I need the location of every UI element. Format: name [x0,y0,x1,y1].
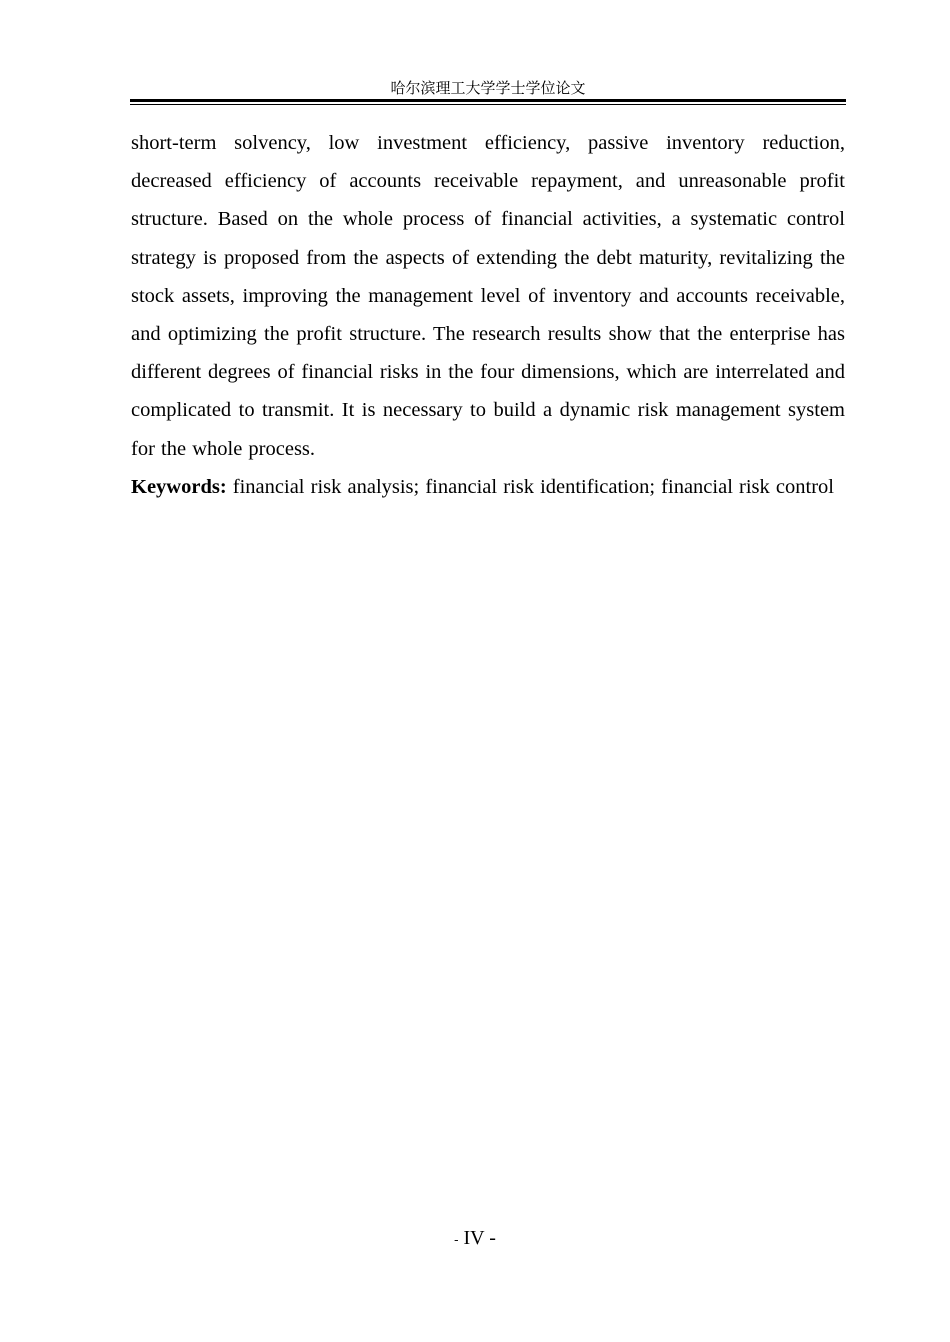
header-rule-thick [130,99,846,102]
page-number-dash-left: - [454,1231,459,1247]
header-rule-thin [130,104,846,105]
keywords-label: Keywords: [131,475,227,498]
keywords-paragraph [131,468,845,506]
page-number-dash-right: - [489,1227,496,1249]
page-number-footer [0,1224,950,1253]
running-header: 哈尔滨理工大学学士学位论文 [390,79,586,97]
abstract-paragraph: short-term solvency, low investment efficiency, passive inventory reduction, decreased efficiency of accounts receivable repayment, and unreasonable profit structure. Based on the whole process of financial activities, a systematic control strategy is proposed from the aspects of extending the debt maturity, revitalizing the stock assets, improving the management level of inventory and accounts receivable, and optimizing the profit structure. The research results show that the enterprise has different degrees of financial risks in the four dimensions, which are interrelated and complicated to transmit. It is necessary to build a dynamic risk management system for the whole process. [131,132,845,460]
abstract-section [131,124,845,506]
keywords-text: financial risk analysis; financial risk identification; financial risk control [232,475,834,498]
page-number: IV [463,1227,485,1249]
